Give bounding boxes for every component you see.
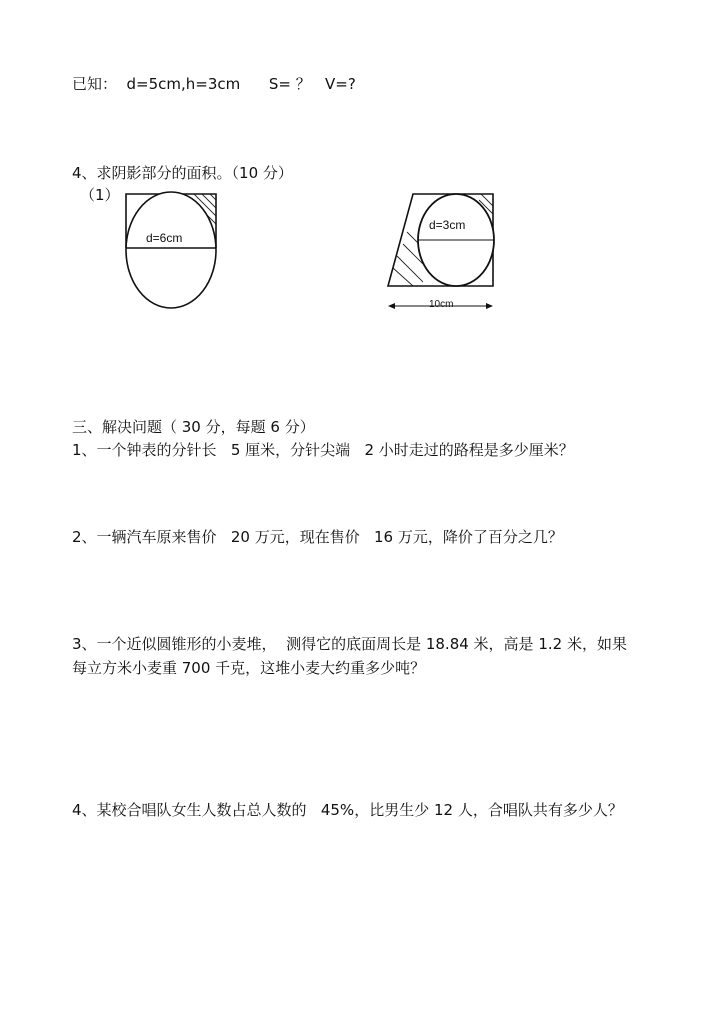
known-values-line: 已知： d=5cm,h=3cm S= ？ V=? (72, 75, 356, 93)
problem-1: 1、一个钟表的分针长 5 厘米，分针尖端 2 小时走过的路程是多少厘米？ (72, 441, 574, 459)
figure-square-circle (118, 188, 228, 318)
problem-3-line-2: 每立方米小麦重 700 千克，这堆小麦大约重多少吨？ (72, 659, 426, 677)
figure-2-arrowhead-right (486, 303, 493, 309)
question-4-sub-label: （1） (80, 186, 120, 204)
problem-4: 4、某校合唱队女生人数占总人数的 45%，比男生少 12 人，合唱队共有多少人？ (72, 801, 623, 819)
figure-trapezoid-circle (383, 188, 503, 318)
figure-1-diameter-label: d=6cm (146, 231, 183, 245)
section-3-title: 三、解决问题（ 30 分，每题 6 分） (72, 418, 315, 436)
problem-3-line-1: 3、一个近似圆锥形的小麦堆， 测得它的底面周长是 18.84 米，高是 1.2 米，如果 (72, 635, 627, 653)
figure-square-circle-svg (118, 188, 228, 318)
figure-2-arrowhead-left (388, 303, 395, 309)
figure-1-oval (126, 192, 216, 308)
problem-2: 2、一辆汽车原来售价 20 万元，现在售价 16 万元，降价了百分之几？ (72, 528, 563, 546)
question-4-title: 4、求阴影部分的面积。（10 分） (72, 164, 293, 182)
figure-2-diameter-label: d=3cm (429, 218, 466, 232)
figure-trapezoid-circle-svg (383, 188, 503, 318)
figure-2-base-label: 10cm (429, 299, 454, 310)
